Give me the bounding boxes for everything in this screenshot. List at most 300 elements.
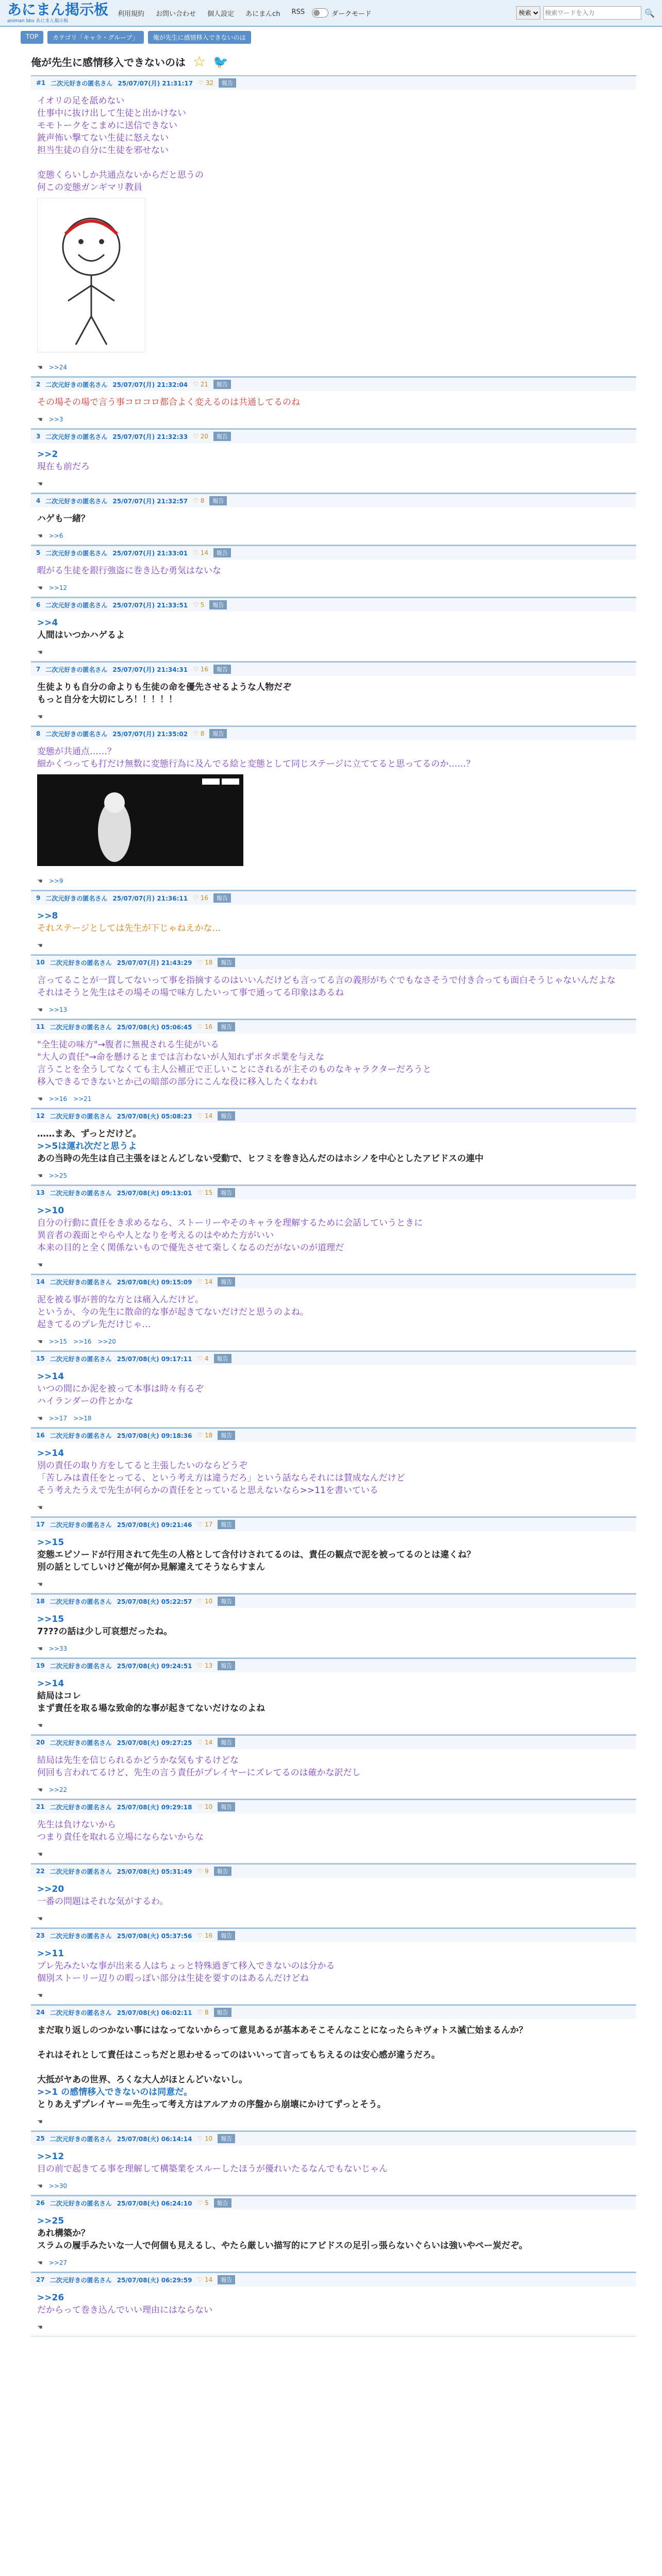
post-number[interactable]: 15 xyxy=(36,1355,45,1362)
post-body xyxy=(31,391,636,414)
post-date: 25/07/07(月) 21:33:51 xyxy=(112,601,188,609)
heart-icon[interactable]: ♡ xyxy=(193,666,198,673)
reply-link[interactable]: >>33 xyxy=(48,1645,68,1652)
heart-icon[interactable]: ♡ xyxy=(197,1355,203,1362)
reply-hand-icon[interactable]: ☚ xyxy=(37,2118,43,2125)
reply-anchor[interactable]: >>1 の感情移入できないのは同意だ。 xyxy=(37,2087,193,2097)
report-button[interactable]: 報告 xyxy=(213,665,231,674)
post-footer xyxy=(31,711,636,725)
reply-anchor[interactable]: >>14 xyxy=(37,1448,64,1459)
reply-link[interactable]: >>25 xyxy=(48,1172,68,1179)
search-input[interactable] xyxy=(543,6,641,20)
report-button[interactable]: 報告 xyxy=(218,1277,235,1286)
reply-link[interactable]: >>3 xyxy=(48,416,63,423)
reply-link[interactable]: >>30 xyxy=(48,2182,68,2190)
like-count[interactable]: ♡ 16 xyxy=(193,894,208,902)
heart-icon[interactable]: ♡ xyxy=(197,1521,203,1528)
like-count[interactable]: ♡ 17 xyxy=(197,1521,213,1528)
report-button[interactable]: 報告 xyxy=(213,893,231,903)
report-button[interactable]: 報告 xyxy=(218,1431,235,1440)
post xyxy=(31,1517,636,1594)
nav-rss[interactable]: RSS xyxy=(291,8,305,16)
report-button[interactable]: 報告 xyxy=(218,1661,235,1670)
like-count[interactable]: ♡ 16 xyxy=(193,666,208,673)
report-button[interactable]: 報告 xyxy=(209,496,227,505)
post-number[interactable]: 25 xyxy=(36,2135,45,2142)
like-count[interactable]: ♡ 14 xyxy=(197,1278,213,1285)
reply-hand-icon[interactable]: ☚ xyxy=(37,1851,43,1858)
post-line: 本来の目的と全く関係ないもので優先させて楽しくなるのだがないのが道理だ xyxy=(37,1243,344,1253)
post-number[interactable]: 14 xyxy=(36,1278,45,1285)
post-body xyxy=(31,2286,636,2321)
heart-icon[interactable]: ♡ xyxy=(193,497,198,504)
logo-subtext: animan bbs あにまん掲示板 xyxy=(7,18,69,24)
post-body xyxy=(31,443,636,478)
post-header xyxy=(31,545,636,560)
post-date: 25/07/08(火) 09:18:36 xyxy=(117,1432,192,1439)
reply-hand-icon[interactable]: ☚ xyxy=(37,584,43,591)
heart-icon[interactable]: ♡ xyxy=(197,1803,203,1810)
post-body xyxy=(31,1442,636,1502)
post-line: 変態エピソードが行用されて先生の人格として含付けされてるのは、責任の観点で泥を被ってるのとは違くね？ xyxy=(37,1550,475,1560)
poster-name: 二次元好きの匿名さん xyxy=(49,1739,112,1747)
post-number[interactable]: 13 xyxy=(36,1189,45,1196)
reply-hand-icon[interactable]: ☚ xyxy=(37,2324,43,2331)
post-number[interactable]: 18 xyxy=(36,1598,45,1605)
post-number[interactable]: 2 xyxy=(36,381,41,388)
post-line xyxy=(37,2037,630,2049)
post-number[interactable]: 17 xyxy=(36,1521,45,1528)
post-date: 25/07/08(火) 09:29:18 xyxy=(117,1803,192,1811)
post-body xyxy=(31,1814,636,1849)
post-footer xyxy=(31,2180,636,2195)
reply-link[interactable]: >>16 xyxy=(48,1095,68,1103)
dark-mode-toggle[interactable] xyxy=(312,8,371,18)
reply-anchor[interactable]: >>15 xyxy=(37,1614,64,1624)
poster-name: 二次元好きの匿名さん xyxy=(49,1189,112,1197)
post xyxy=(31,2195,636,2272)
report-button[interactable]: 報告 xyxy=(214,2198,231,2208)
post-body xyxy=(31,2019,636,2116)
reply-hand-icon[interactable]: ☚ xyxy=(37,480,43,487)
post-header xyxy=(31,377,636,391)
post-line: プレ先みたいな事が出来る人はちょっと特殊過ぎて移入できないのは分かる xyxy=(37,1961,335,1971)
post-line: 仕事中に抜け出して生徒と出かけない xyxy=(37,108,186,118)
heart-icon[interactable]: ♡ xyxy=(197,1278,203,1285)
poster-name: 二次元好きの匿名さん xyxy=(49,2135,112,2143)
post xyxy=(31,955,636,1019)
report-button[interactable]: 報告 xyxy=(214,2008,231,2017)
heart-icon[interactable]: ♡ xyxy=(197,1598,203,1605)
post-number[interactable]: 22 xyxy=(36,1868,45,1875)
poster-name: 二次元好きの匿名さん xyxy=(45,433,108,440)
post-line: それステージとしては先生が下じゃねえかな… xyxy=(37,923,221,934)
post-date: 25/07/07(月) 21:36:11 xyxy=(112,894,188,902)
reply-link[interactable]: >>22 xyxy=(48,1786,68,1793)
nav-terms[interactable]: 利用規約 xyxy=(118,10,145,18)
post-footer xyxy=(31,530,636,545)
post-line: 担当生徒の自分に生徒を邪せない xyxy=(37,145,169,156)
heart-icon[interactable]: ♡ xyxy=(198,79,204,87)
like-count[interactable]: ♡ 14 xyxy=(193,549,208,556)
reply-link[interactable]: >>16 xyxy=(73,1338,92,1345)
report-button[interactable]: 報告 xyxy=(214,1867,231,1876)
post-number[interactable]: 8 xyxy=(36,730,41,737)
post-line: 結局はコレ xyxy=(37,1691,81,1701)
reply-anchor[interactable]: >>25 xyxy=(37,2216,64,2226)
report-button[interactable]: 報告 xyxy=(218,1188,235,1197)
reply-hand-icon[interactable]: ☚ xyxy=(37,1172,43,1179)
reply-hand-icon[interactable]: ☚ xyxy=(37,1786,43,1793)
reply-hand-icon[interactable]: ☚ xyxy=(37,1415,43,1422)
like-count[interactable]: ♡ 14 xyxy=(197,1739,213,1746)
like-count[interactable]: ♡ 20 xyxy=(193,433,208,440)
post-body xyxy=(31,1199,636,1259)
heart-icon[interactable]: ♡ xyxy=(197,1662,203,1669)
page-title: 俺が先生に感情移入できないのは xyxy=(31,56,186,69)
nav-contact[interactable]: お問い合わせ xyxy=(156,10,196,18)
report-button[interactable]: 報告 xyxy=(218,1520,235,1529)
reply-anchor[interactable]: >>14 xyxy=(37,1679,64,1689)
post-number[interactable]: 6 xyxy=(36,601,41,608)
post-line: 個別ストーリー辺りの暇っぽい部分は生徒を要すのはあるんだけどね xyxy=(37,1973,309,1984)
report-button[interactable]: 報告 xyxy=(213,380,231,389)
post-body xyxy=(31,1033,636,1093)
reply-link[interactable]: >>21 xyxy=(73,1095,92,1103)
report-button[interactable]: 報告 xyxy=(218,1802,235,1811)
post-number[interactable]: 24 xyxy=(36,2009,45,2016)
post-number[interactable]: 19 xyxy=(36,1662,45,1669)
reply-link[interactable]: >>24 xyxy=(48,364,68,371)
post-line: まず責任を取る場な致命的な事が起きてないだけなのよね xyxy=(37,1703,265,1714)
reply-anchor[interactable]: >>11 xyxy=(37,1948,64,1959)
heart-icon[interactable]: ♡ xyxy=(193,730,198,737)
heart-icon[interactable]: ♡ xyxy=(197,2009,203,2016)
post-line xyxy=(37,2061,630,2074)
heart-icon[interactable]: ♡ xyxy=(193,601,198,608)
post-header xyxy=(31,2195,636,2210)
post xyxy=(31,726,636,890)
post xyxy=(31,1799,636,1863)
post-number[interactable]: 12 xyxy=(36,1112,45,1120)
reply-hand-icon[interactable]: ☚ xyxy=(37,532,43,539)
reply-hand-icon[interactable]: ☚ xyxy=(37,1261,43,1268)
post xyxy=(31,1274,636,1351)
reply-anchor[interactable]: >>4 xyxy=(37,618,58,628)
poster-name: 二次元好きの匿名さん xyxy=(49,959,112,967)
like-count[interactable]: ♡ 10 xyxy=(197,1598,213,1605)
post-body xyxy=(31,1365,636,1413)
post-line: 先生は負けないから xyxy=(37,1820,116,1830)
post-body xyxy=(31,1749,636,1784)
post-number[interactable]: 7 xyxy=(36,666,41,673)
heart-icon[interactable]: ♡ xyxy=(197,2135,203,2142)
post-line xyxy=(37,157,630,169)
post-footer xyxy=(31,1784,636,1799)
reply-link[interactable]: >>17 xyxy=(48,1415,68,1422)
like-count[interactable]: ♡ 16 xyxy=(197,1023,213,1030)
post-body xyxy=(31,2210,636,2257)
reply-anchor[interactable]: >>14 xyxy=(37,1371,64,1382)
post-body xyxy=(31,1672,636,1720)
reply-anchor[interactable]: >>5は運れ次だと思うよ xyxy=(37,1141,137,1151)
post-date: 25/07/08(火) 06:02:11 xyxy=(117,2009,192,2016)
post-footer xyxy=(31,647,636,661)
like-count[interactable]: ♡ 21 xyxy=(193,381,208,388)
post-header xyxy=(31,1351,636,1365)
reply-anchor[interactable]: >>2 xyxy=(37,449,58,460)
like-count[interactable]: ♡ 32 xyxy=(198,79,214,87)
post-footer xyxy=(31,1849,636,1863)
reply-link[interactable]: >>20 xyxy=(97,1338,116,1345)
post-footer xyxy=(31,478,636,493)
reply-anchor[interactable]: >>15 xyxy=(37,1537,64,1548)
reply-hand-icon[interactable]: ☚ xyxy=(37,1338,43,1345)
like-count[interactable]: ♡ 8 xyxy=(193,730,205,737)
post-header xyxy=(31,2272,636,2286)
report-button[interactable]: 報告 xyxy=(213,432,231,441)
search-icon[interactable]: 🔍 xyxy=(644,8,655,18)
post-number[interactable]: 9 xyxy=(36,894,41,902)
post-date: 25/07/08(火) 09:27:25 xyxy=(117,1739,192,1747)
reply-anchor[interactable]: >>12 xyxy=(37,2151,64,2162)
report-button[interactable]: 報告 xyxy=(218,958,235,967)
twitter-share-icon[interactable]: 🐦 xyxy=(213,54,228,69)
post xyxy=(31,1428,636,1517)
thread-title-row xyxy=(0,48,662,75)
post-line: 細かくつっても打だけ無数に変態行為に及んでる絵と変態として同じステージに立ててると思ってるのか……？ xyxy=(37,759,475,769)
post-number[interactable]: 27 xyxy=(36,2276,45,2283)
post-image[interactable] xyxy=(37,198,630,352)
post-number[interactable]: 4 xyxy=(36,497,41,504)
post xyxy=(31,1863,636,1928)
breadcrumb-thread[interactable]: 俺が先生に感情移入できないのは xyxy=(148,31,251,44)
poster-name: 二次元好きの匿名さん xyxy=(49,1868,112,1875)
report-button[interactable]: 報告 xyxy=(218,1738,235,1747)
reply-anchor[interactable]: >>20 xyxy=(37,1884,64,1894)
reply-anchor[interactable]: >>10 xyxy=(37,1206,64,1216)
heart-icon[interactable]: ♡ xyxy=(197,2199,203,2207)
report-button[interactable]: 報告 xyxy=(214,1354,231,1363)
reply-anchor[interactable]: >>26 xyxy=(37,2293,64,2303)
report-button[interactable]: 報告 xyxy=(209,600,227,609)
toggle-switch-icon[interactable] xyxy=(312,8,328,18)
post-number[interactable]: 20 xyxy=(36,1739,45,1746)
reply-hand-icon[interactable]: ☚ xyxy=(37,1915,43,1922)
post-line: 銃声怖い撃てない生徒に怒えない xyxy=(37,133,169,143)
search-mode-select[interactable] xyxy=(516,6,540,20)
heart-icon[interactable]: ♡ xyxy=(197,1868,203,1875)
report-button[interactable]: 報告 xyxy=(218,1931,235,1940)
post-body xyxy=(31,905,636,940)
like-count[interactable]: ♡ 5 xyxy=(197,2199,209,2207)
poster-name: 二次元好きの匿名さん xyxy=(51,79,113,87)
post-footer xyxy=(31,1643,636,1657)
nav-settings[interactable]: 個人設定 xyxy=(207,10,235,18)
post-line: モモトークをこまめに送信できない xyxy=(37,121,177,131)
reply-hand-icon[interactable]: ☚ xyxy=(37,1006,43,1013)
favorite-star-icon[interactable]: ☆ xyxy=(193,53,206,70)
like-count[interactable]: ♡ 18 xyxy=(197,1432,213,1439)
reply-hand-icon[interactable]: ☚ xyxy=(37,416,43,423)
like-count[interactable]: ♡ 14 xyxy=(197,2276,213,2283)
like-count[interactable]: ♡ 9 xyxy=(197,1868,209,1875)
heart-icon[interactable]: ♡ xyxy=(197,1932,203,1939)
post-body xyxy=(31,740,636,875)
reply-hand-icon[interactable]: ☚ xyxy=(37,649,43,656)
poster-name: 二次元好きの匿名さん xyxy=(45,730,108,738)
reply-hand-icon[interactable]: ☚ xyxy=(37,1095,43,1103)
post-line: 別の話としてしいけど俺が何か見解違えてそうならすまん xyxy=(37,1562,265,1572)
post-header xyxy=(31,1019,636,1033)
reply-link[interactable]: >>13 xyxy=(48,1006,68,1013)
like-count[interactable]: ♡ 8 xyxy=(193,497,205,504)
report-button[interactable]: 報告 xyxy=(218,1597,235,1606)
post-line: もっと自分を大切にしろ！！！！！ xyxy=(37,694,177,705)
heart-icon[interactable]: ♡ xyxy=(197,2276,203,2283)
post-header xyxy=(31,1185,636,1199)
post-number[interactable]: 3 xyxy=(36,433,41,440)
post-line: 人間はいつかハゲるよ xyxy=(37,630,125,640)
post-footer xyxy=(31,362,636,376)
reply-hand-icon[interactable]: ☚ xyxy=(37,713,43,720)
poster-name: 二次元好きの匿名さん xyxy=(49,1598,112,1605)
report-button[interactable]: 報告 xyxy=(213,548,231,557)
poster-name: 二次元好きの匿名さん xyxy=(49,1023,112,1031)
site-logo[interactable] xyxy=(7,3,108,24)
post-header xyxy=(31,1658,636,1672)
reply-hand-icon[interactable]: ☚ xyxy=(37,1992,43,1999)
reply-hand-icon[interactable]: ☚ xyxy=(37,2182,43,2190)
report-button[interactable]: 報告 xyxy=(209,729,227,738)
post-line: あの当時の先生は自己主張をほとんどしない受動で、ヒフミを巻き込んだのはホシノを中心としたアビドスの連中 xyxy=(37,1154,484,1164)
reply-hand-icon[interactable]: ☚ xyxy=(37,2259,43,2266)
like-count[interactable]: ♡ 8 xyxy=(197,2009,209,2016)
heart-icon[interactable]: ♡ xyxy=(197,959,203,966)
heart-icon[interactable]: ♡ xyxy=(193,549,198,556)
heart-icon[interactable]: ♡ xyxy=(197,1023,203,1030)
report-button[interactable]: 報告 xyxy=(218,2275,235,2284)
reply-hand-icon[interactable]: ☚ xyxy=(37,1645,43,1652)
heart-icon[interactable]: ♡ xyxy=(193,894,198,902)
reply-link[interactable]: >>27 xyxy=(48,2259,68,2266)
post-date: 25/07/08(火) 06:14:14 xyxy=(117,2135,192,2143)
post-number[interactable]: 21 xyxy=(36,1803,45,1810)
reply-link[interactable]: >>18 xyxy=(73,1415,92,1422)
post-footer xyxy=(31,1336,636,1350)
post xyxy=(31,1108,636,1185)
post-line: 「苦しみは責任をとってる、という考え方は違うだろ」という話ならそれには賛成なんだけど xyxy=(37,1473,405,1483)
reply-link[interactable]: >>9 xyxy=(48,877,63,885)
post-line: 移入できるできないとか己の暗部の部分にこんな役に移入したくなわれ xyxy=(37,1077,318,1087)
post-footer xyxy=(31,1170,636,1184)
post-number[interactable]: 23 xyxy=(36,1932,45,1939)
heart-icon[interactable]: ♡ xyxy=(197,1112,203,1120)
post-number[interactable]: 11 xyxy=(36,1023,45,1030)
poster-name: 二次元好きの匿名さん xyxy=(49,1932,112,1940)
post-date: 25/07/07(月) 21:32:57 xyxy=(112,497,188,505)
post xyxy=(31,1351,636,1428)
post-footer xyxy=(31,2116,636,2130)
like-count[interactable]: ♡ 16 xyxy=(197,1932,213,1939)
post xyxy=(31,1735,636,1799)
report-button[interactable]: 報告 xyxy=(218,2134,235,2143)
reply-hand-icon[interactable]: ☚ xyxy=(37,1722,43,1729)
post-number[interactable]: #1 xyxy=(36,79,46,87)
like-count[interactable]: ♡ 10 xyxy=(197,2135,213,2142)
post-date: 25/07/08(火) 09:17:11 xyxy=(117,1355,192,1363)
like-count[interactable]: ♡ 15 xyxy=(197,1189,213,1196)
report-button[interactable]: 報告 xyxy=(218,1111,235,1121)
breadcrumb-top[interactable]: TOP xyxy=(21,31,43,44)
top-bar xyxy=(0,0,662,27)
post xyxy=(31,1019,636,1108)
post-line: "大人の責任"→命を懸けるとまでは言わないが人知れずボタポ業を与えな xyxy=(37,1052,324,1062)
post-line: それはそれとして責任はこっちだと思わせるってのはいいって言ってもちえるのは安心感が違うだろ。 xyxy=(37,2050,440,2060)
reply-link[interactable]: >>6 xyxy=(48,532,63,539)
reply-hand-icon[interactable]: ☚ xyxy=(37,1504,43,1511)
report-button[interactable]: 報告 xyxy=(219,78,236,88)
post-line: スラムの履手みたいな一人で何個も見えるし、やたら厳しい描写的にアビドスの足引っ張らないぐらいは強いやペー炭だぞ。 xyxy=(37,2241,528,2251)
post-header xyxy=(31,1108,636,1123)
post-body xyxy=(31,507,636,530)
post-date: 25/07/07(月) 21:43:29 xyxy=(117,959,192,967)
reply-hand-icon[interactable]: ☚ xyxy=(37,942,43,949)
reply-link[interactable]: >>12 xyxy=(48,584,68,591)
poster-name: 二次元好きの匿名さん xyxy=(45,497,108,505)
heart-icon[interactable]: ♡ xyxy=(197,1189,203,1196)
report-button[interactable]: 報告 xyxy=(218,1022,235,1031)
post-body xyxy=(31,676,636,711)
post-body xyxy=(31,1878,636,1913)
heart-icon[interactable]: ♡ xyxy=(197,1432,203,1439)
post-header xyxy=(31,662,636,676)
post-date: 25/07/07(月) 21:32:04 xyxy=(112,381,188,388)
post-body xyxy=(31,1608,636,1643)
post-line: 別の責任の取り方をしてると主張したいのならどうぞ xyxy=(37,1461,247,1471)
like-count[interactable]: ♡ 5 xyxy=(193,601,205,608)
reply-anchor[interactable]: >>8 xyxy=(37,911,58,921)
post-date: 25/07/08(火) 09:24:51 xyxy=(117,1662,192,1670)
like-count[interactable]: ♡ 4 xyxy=(197,1355,209,1362)
post-body xyxy=(31,1531,636,1579)
like-count[interactable]: ♡ 10 xyxy=(197,1803,213,1810)
like-count[interactable]: ♡ 18 xyxy=(197,959,213,966)
heart-icon[interactable]: ♡ xyxy=(197,1739,203,1746)
post-number[interactable]: 16 xyxy=(36,1432,45,1439)
post-header xyxy=(31,1428,636,1442)
post-body xyxy=(31,1123,636,1170)
post-header xyxy=(31,1799,636,1814)
post-number[interactable]: 5 xyxy=(36,549,41,556)
post-image[interactable] xyxy=(37,774,630,866)
reply-hand-icon[interactable]: ☚ xyxy=(37,364,43,371)
post-number[interactable]: 26 xyxy=(36,2199,45,2207)
post-footer xyxy=(31,1413,636,1427)
breadcrumb-category[interactable]: カテゴリ「キャラ・グループ」 xyxy=(47,31,144,44)
post-number[interactable]: 10 xyxy=(36,959,45,966)
reply-hand-icon[interactable]: ☚ xyxy=(37,1581,43,1588)
reply-link[interactable]: >>15 xyxy=(48,1338,68,1345)
heart-icon[interactable]: ♡ xyxy=(193,433,198,440)
reply-hand-icon[interactable]: ☚ xyxy=(37,877,43,885)
like-count[interactable]: ♡ 14 xyxy=(197,1112,213,1120)
nav-animanch[interactable]: あにまんch xyxy=(245,10,280,18)
like-count[interactable]: ♡ 13 xyxy=(197,1662,213,1669)
heart-icon[interactable]: ♡ xyxy=(193,381,198,388)
post-date: 25/07/07(月) 21:35:02 xyxy=(112,730,188,738)
post xyxy=(31,890,636,955)
